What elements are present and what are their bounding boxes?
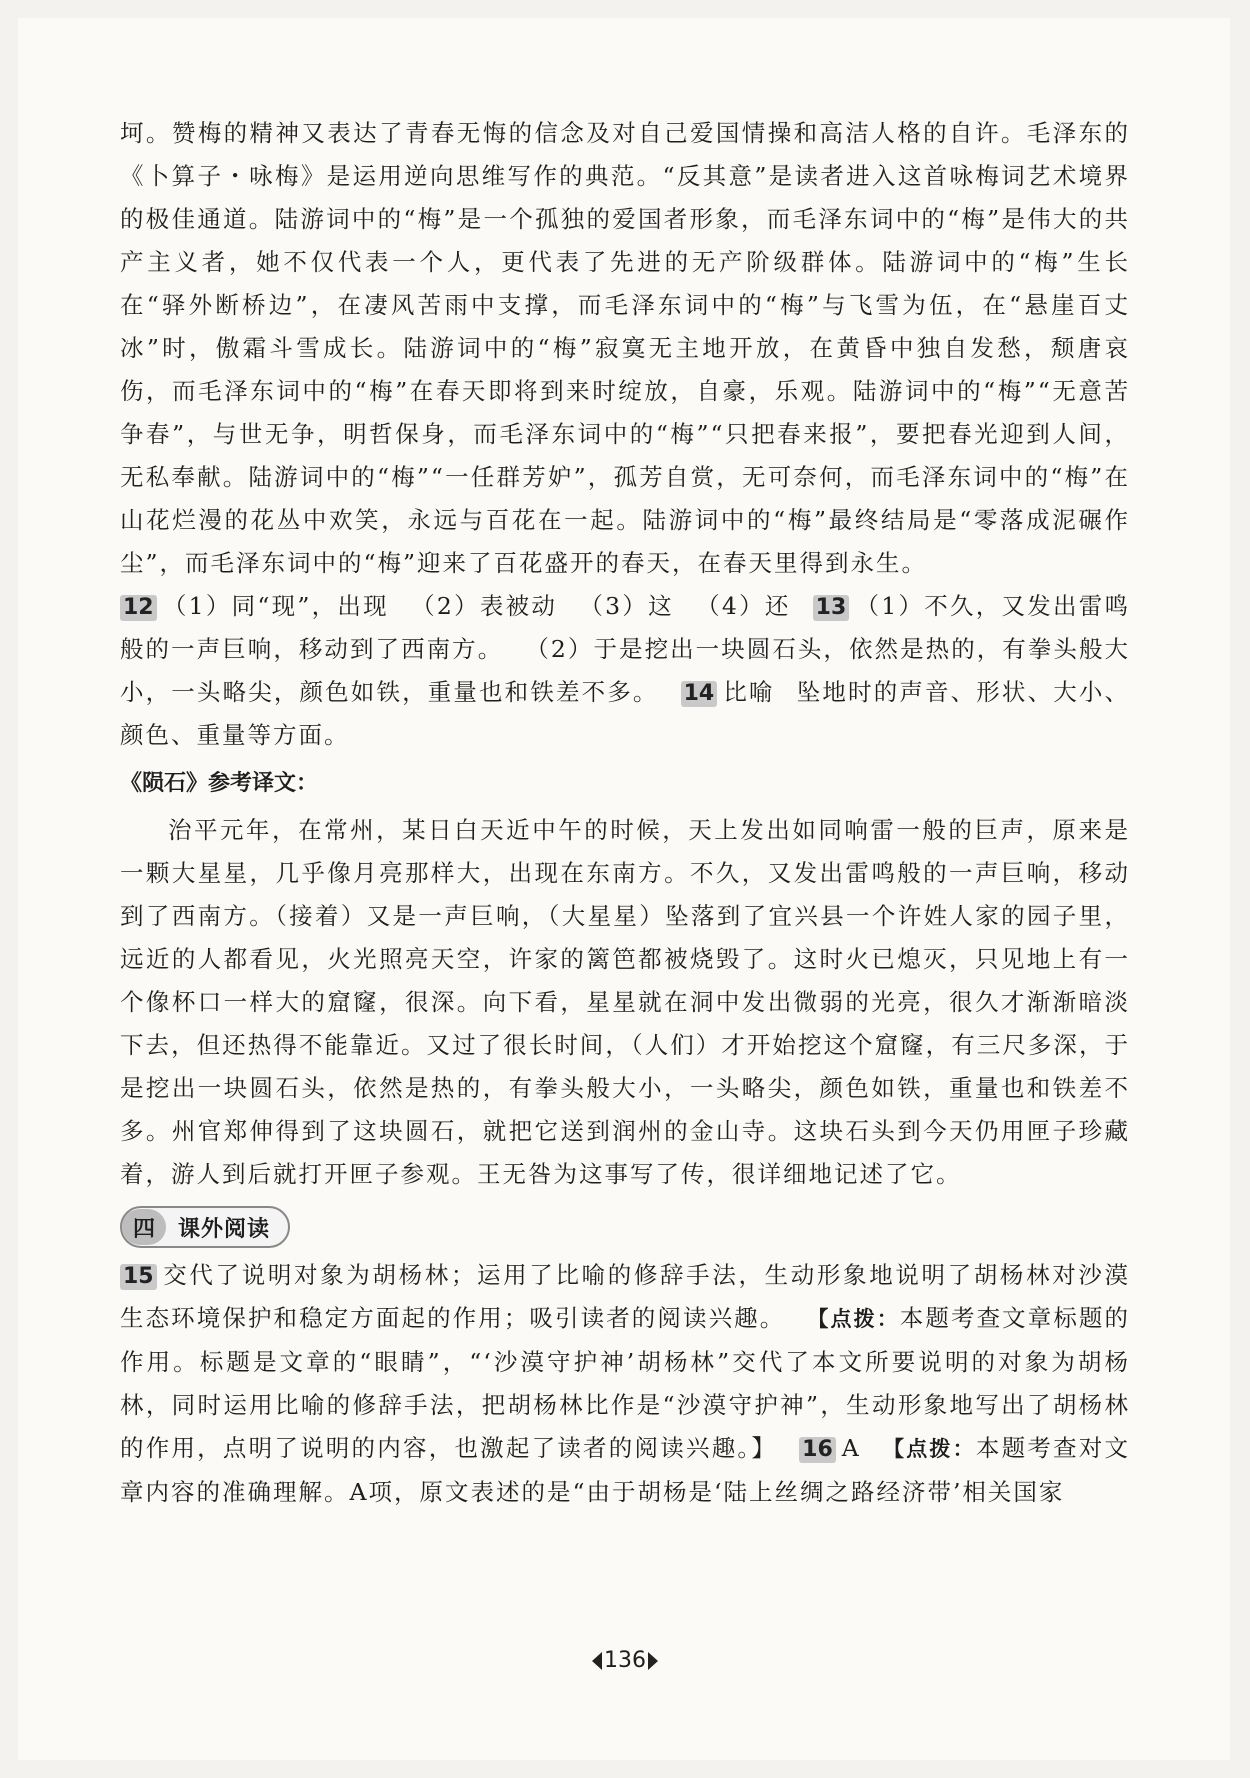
q14-detail: 坠地时的声音、形状、大小、颜色、重量等方面。 <box>120 678 1131 749</box>
q16-hint-label: 【点拨： <box>882 1437 976 1461</box>
question-number-12: 12 <box>120 595 157 621</box>
q15-hint: 本题考查文章标题的作用。标题是文章的“眼睛”，“‘沙漠守护神’胡杨林”交代了本文所要说明的对象为胡杨林，同时运用比喻的修辞手法，把胡杨林比作是“沙漠守护神”，生动形象地写出了胡杨林的作用，点明了说明的内容，也激起了读者的阅读兴趣。】 <box>120 1304 1131 1462</box>
answer-content <box>120 112 1130 1514</box>
section-label: 课外阅读 <box>178 1216 271 1242</box>
page-number <box>0 1648 1250 1673</box>
arrow-left-icon <box>592 1652 602 1670</box>
q12-item-1: （1）同“现”，出现 <box>162 592 389 620</box>
q12-item-4: （4）还 <box>695 592 791 620</box>
q14-answer: 比喻 <box>723 678 775 706</box>
answers-12-14 <box>120 585 1130 757</box>
question-number-13: 13 <box>813 595 850 621</box>
question-number-14: 14 <box>681 681 718 707</box>
arrow-right-icon <box>648 1652 658 1670</box>
q13-item-2: （2）于是挖出一块圆石头，依然是热的，有拳头般大小，一头略尖，颜色如铁，重量也和铁差不多。 <box>120 635 1131 706</box>
q16-answer: A <box>841 1434 861 1462</box>
q16-hint: 本题考查对文章内容的准确理解。A项，原文表述的是“由于胡杨是‘陆上丝绸之路经济带’相关国家 <box>120 1434 1131 1506</box>
q12-item-3: （3）这 <box>579 592 674 620</box>
q15-hint-label: 【点拨： <box>807 1307 900 1331</box>
q15-answer: 交代了说明对象为胡杨林；运用了比喻的修辞手法，生动形象地说明了胡杨林对沙漠生态环境保护和稳定方面起的作用；吸引读者的阅读兴趣。 <box>120 1261 1130 1332</box>
page-number-text: 136 <box>604 1648 646 1673</box>
translation-title: 《陨石》参考译文： <box>120 771 319 796</box>
question-number-15: 15 <box>120 1264 157 1290</box>
q13-item-1: （1）不久，又发出雷鸣般的一声巨响，移动到了西南方。 <box>120 592 1131 663</box>
section-heading <box>120 1206 290 1248</box>
paragraph-analysis: 坷。赞梅的精神又表达了青春无悔的信念及对自己爱国情操和高洁人格的自许。毛泽东的《卜算子・咏梅》是运用逆向思维写作的典范。“反其意”是读者进入这首咏梅词艺术境界的极佳通道。陆游词中的“梅”是一个孤独的爱国者形象，而毛泽东词中的“梅”是伟大的共产主义者，她不仅代表一个人，更代表了先进的无产阶级群体。陆游词中的“梅”生长在“驿外断桥边”，在凄风苦雨中支撑，而毛泽东词中的“梅”与飞雪为伍，在“悬崖百丈冰”时，傲霜斗雪成长。陆游词中的“梅”寂寞无主地开放，在黄昏中独自发愁，颓唐哀伤，而毛泽东词中的“梅”在春天即将到来时绽放，自豪，乐观。陆游词中的“梅”“无意苦争春”，与世无争，明哲保身，而毛泽东词中的“梅”“只把春来报”，要把春光迎到人间，无私奉献。陆游词中的“梅”“一任群芳妒”，孤芳自赏，无可奈何，而毛泽东词中的“梅”在山花烂漫的花丛中欢笑，永远与百花在一起。陆游词中的“梅”最终结局是“零落成泥碾作尘”，而毛泽东词中的“梅”迎来了百花盛开的春天，在春天里得到永生。 <box>120 119 1130 577</box>
translation-body: 治平元年，在常州，某日白天近中午的时候，天上发出如同响雷一般的巨声，原来是一颗大星星，几乎像月亮那样大，出现在东南方。不久，又发出雷鸣般的一声巨响，移动到了西南方。（接着）又是一声巨响，（大星星）坠落到了宜兴县一个许姓人家的园子里，远近的人都看见，火光照亮天空，许家的篱笆都被烧毁了。这时火已熄灭，只见地上有一个像杯口一样大的窟窿，很深。向下看，星星就在洞中发出微弱的光亮，很久才渐渐暗淡下去，但还热得不能靠近。又过了很长时间，（人们）才开始挖这个窟窿，有三尺多深，于是挖出一块圆石头，依然是热的，有拳头般大小，一头略尖，颜色如铁，重量也和铁差不多。州官郑伸得到了这块圆石，就把它送到润州的金山寺。这块石头到今天仍用匣子珍藏着，游人到后就打开匣子参观。王无咎为这事写了传，很详细地记述了它。 <box>120 816 1130 1188</box>
question-number-16: 16 <box>799 1437 836 1463</box>
section-number: 四 <box>122 1209 166 1245</box>
q12-item-2: （2）表被动 <box>410 592 558 620</box>
answers-15-16 <box>120 1254 1130 1514</box>
